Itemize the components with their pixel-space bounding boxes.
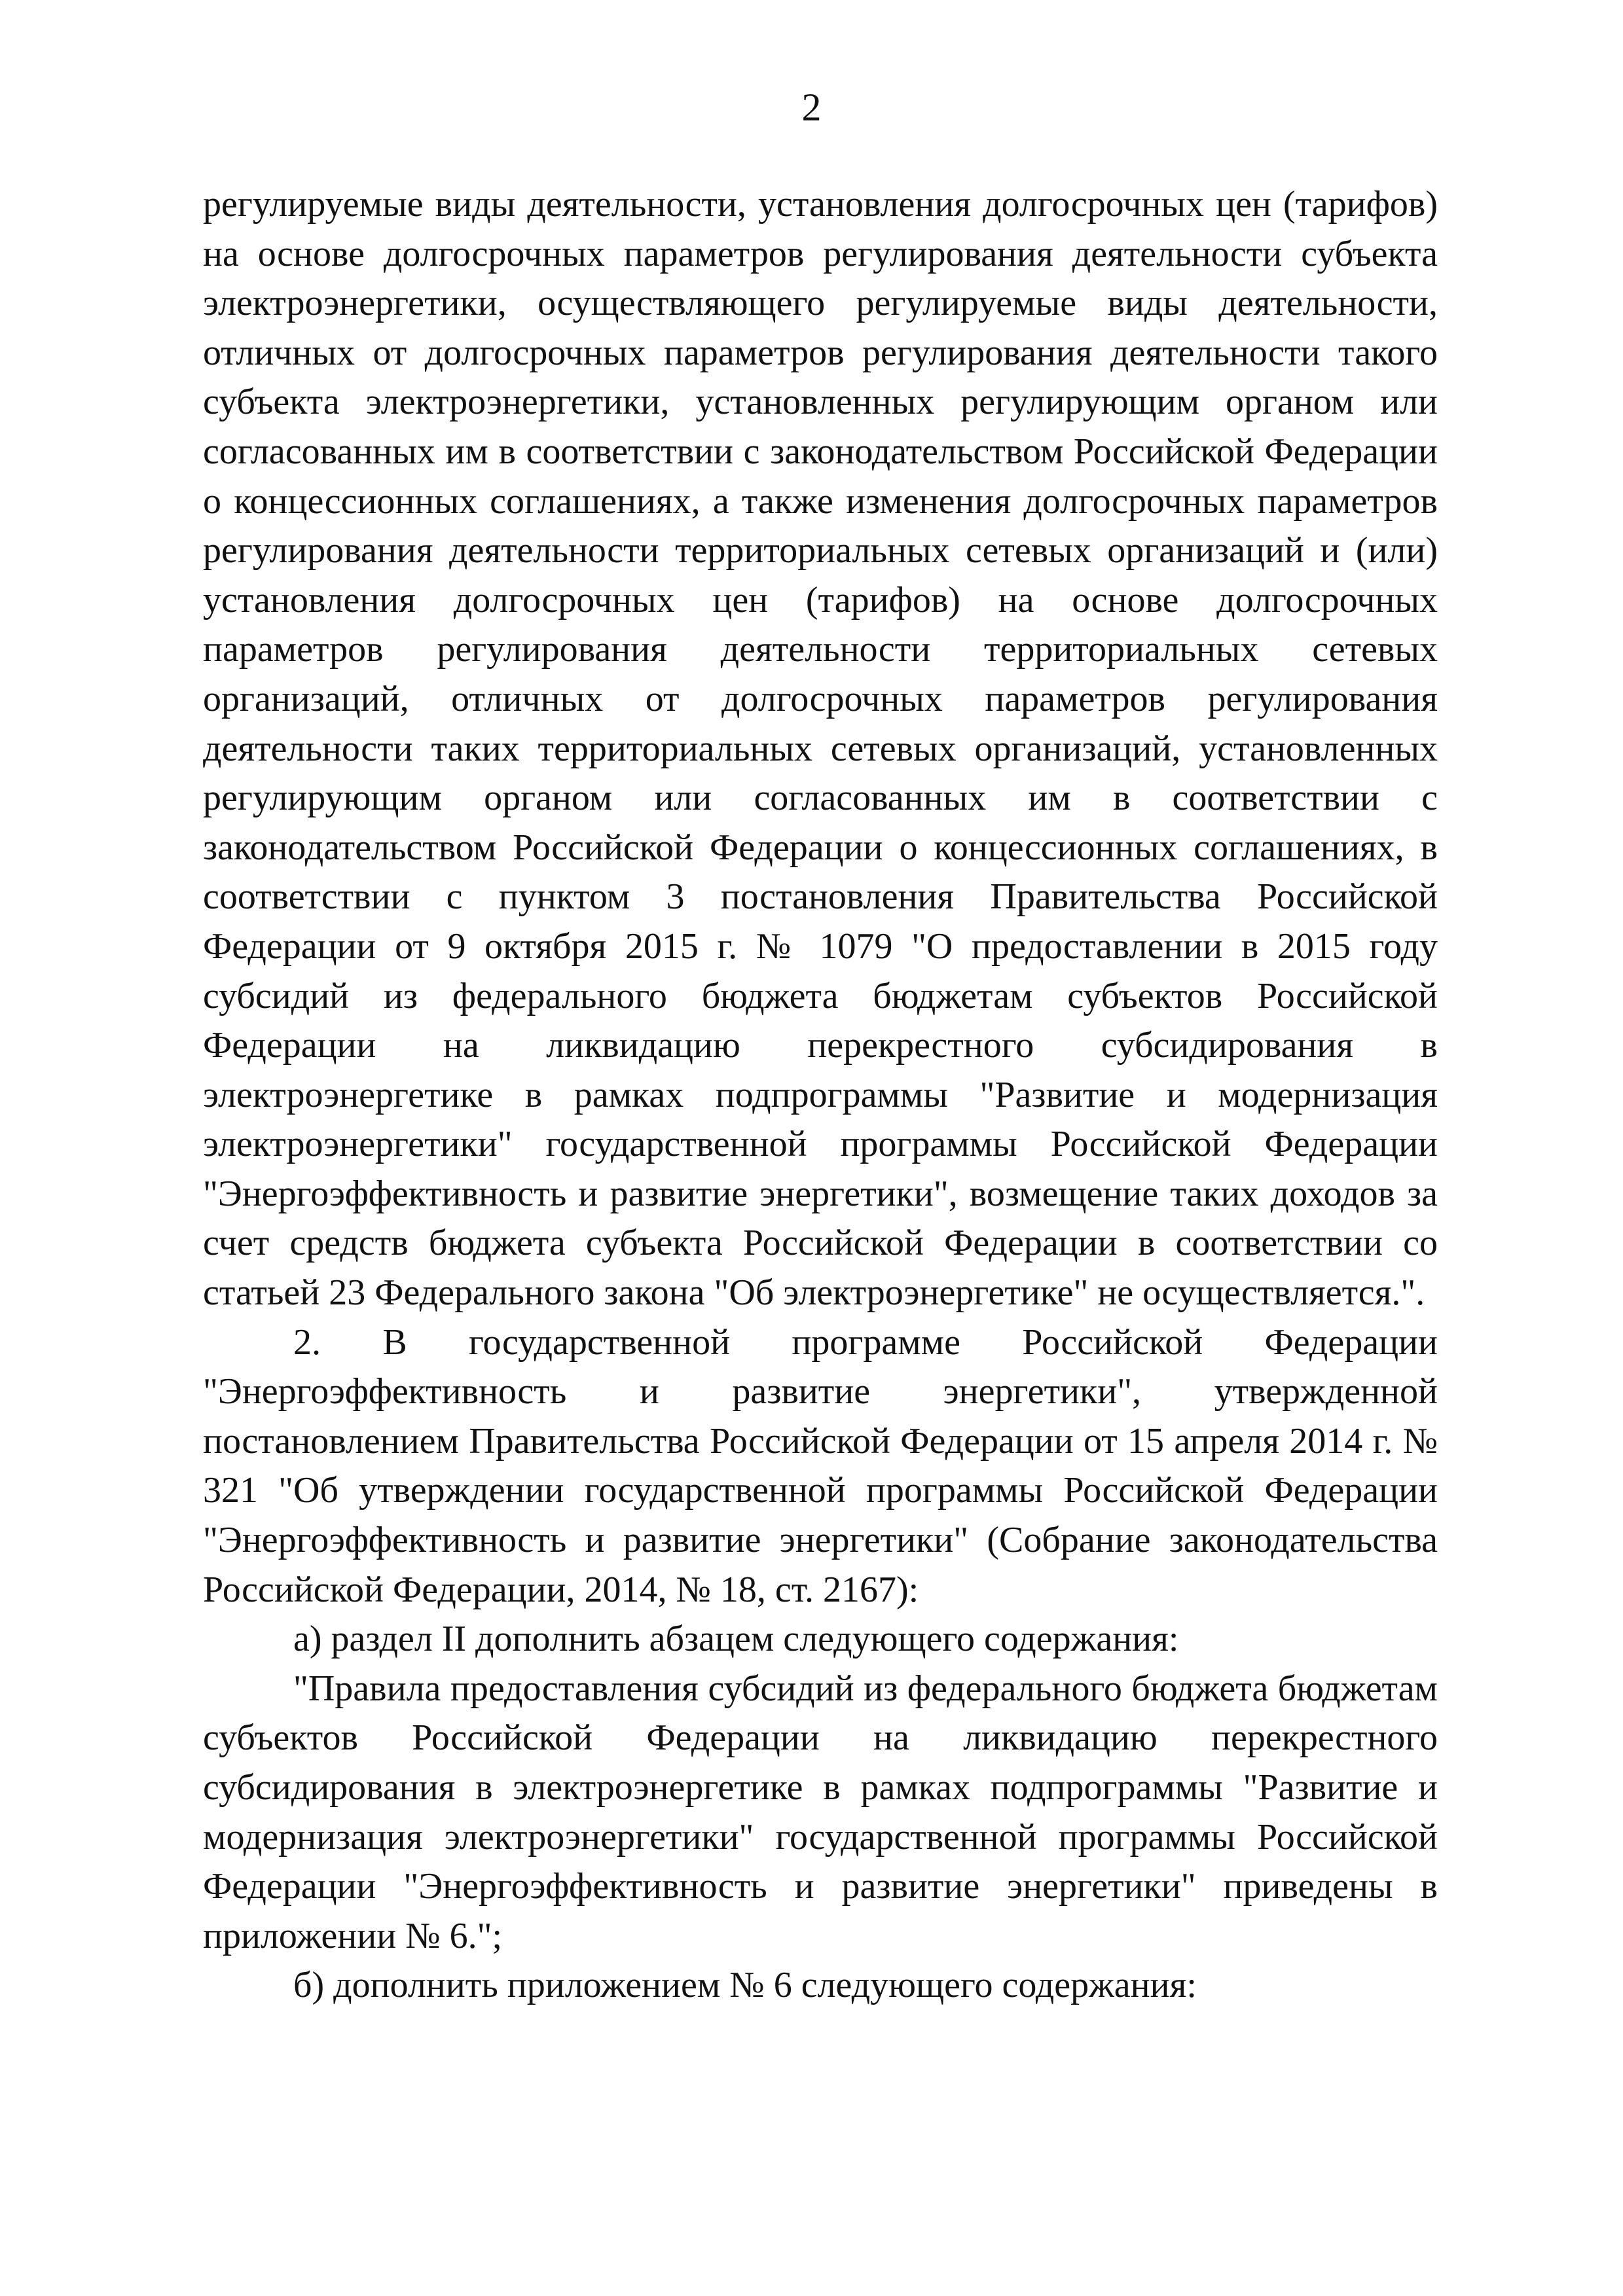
paragraph-quoted-rule: "Правила предоставления субсидий из федерального бюджета бюджетам субъектов Российской Федерации на ликвидацию перекрестного субсидирования в электроэнергетике в рамках подпрограммы "Развитие и модернизация электроэнергетики" государственной программы Российской Федерации "Энергоэффективность и развитие энергетики" приведены в приложении № 6."; <box>203 1668 1438 1956</box>
paragraph-item-2: 2. В государственной программе Российской Федерации "Энергоэффективность и развитие энергетики", утвержденной постановлением Правительства Российской Федерации от 15 апреля 2014 г. № 321 "Об утверждении государственной программы Российской Федерации "Энергоэффективность и развитие энергетики" (Собрание законодательства Российской Федерации, 2014, № 18, ст. 2167): <box>203 1321 1438 1610</box>
document-body <box>203 180 1438 2011</box>
paragraph-continuation: регулируемые виды деятельности, установления долгосрочных цен (тарифов) на основе долгосрочных параметров регулирования деятельности субъекта электроэнергетики, осуществляющего регулируемые виды деятельности, отличных от долгосрочных параметров регулирования деятельности такого субъекта электроэнергетики, установленных регулирующим органом или согласованных им в соответствии с законодательством Российской Федерации о концессионных соглашениях, а также изменения долгосрочных параметров регулирования деятельности территориальных сетевых организаций и (или) установления долгосрочных цен (тарифов) на основе долгосрочных параметров регулирования деятельности территориальных сетевых организаций, отличных от долгосрочных параметров регулирования деятельности таких территориальных сетевых организаций, установленных регулирующим органом или согласованных им в соответствии с законодательством Российской Федерации о концессионных соглашениях, в соответствии с пунктом 3 постановления Правительства Российской Федерации от 9 октября 2015 г. № 1079 "О предоставлении в 2015 году субсидий из федерального бюджета бюджетам субъектов Российской Федерации на ликвидацию перекрестного субсидирования в электроэнергетике в рамках подпрограммы "Развитие и модернизация электроэнергетики" государственной программы Российской Федерации "Энергоэффективность и развитие энергетики", возмещение таких доходов за счет средств бюджета субъекта Российской Федерации в соответствии со статьей 23 Федерального закона "Об электроэнергетике" не осуществляется.". <box>203 184 1438 1314</box>
paragraph-subitem-a: а) раздел II дополнить абзацем следующего содержания: <box>293 1619 1179 1660</box>
paragraph-subitem-b: б) дополнить приложением № 6 следующего содержания: <box>293 1965 1197 2006</box>
page-number: 2 <box>801 86 822 129</box>
